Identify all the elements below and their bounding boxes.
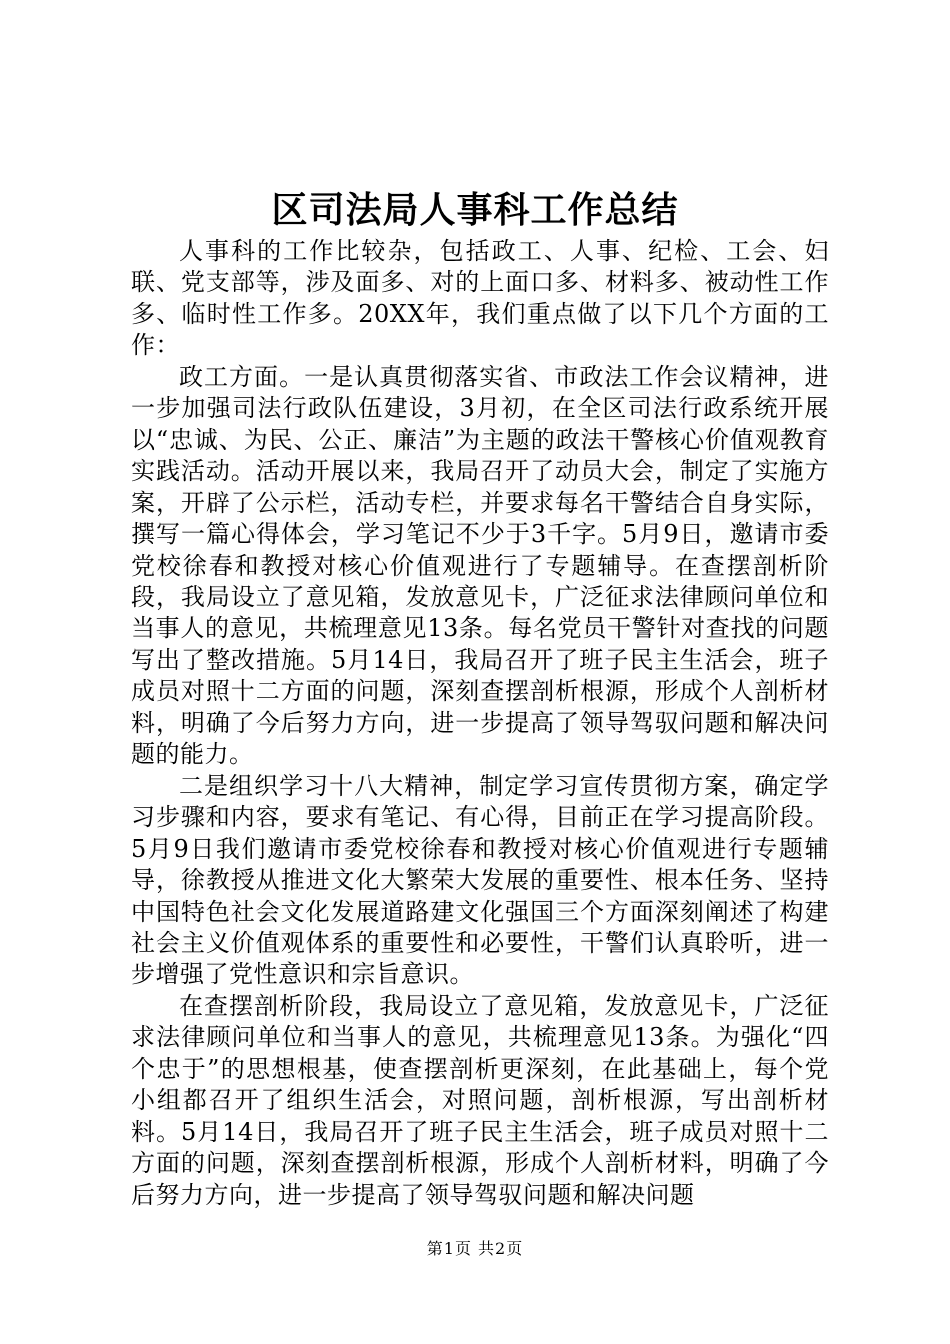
paragraph-intro: 人事科的工作比较杂，包括政工、人事、纪检、工会、妇联、党支部等，涉及面多、对的上面口多、材料多、被动性工作多、临时性工作多。20XX年，我们重点做了以下几个方面的工作： <box>131 237 829 360</box>
paragraph-self-examination: 在查摆剖析阶段，我局设立了意见箱，发放意见卡，广泛征求法律顾问单位和当事人的意见，共梳理意见13条。为强化“四个忠于”的思想根基，使查摆剖析更深刻，在此基础上，每个党小组都召开了组织生活会，对照问题，剖析根源，写出剖析材料。5月14日，我局召开了班子民主生活会，班子成员对照十二方面的问题，深刻查摆剖析根源，形成个人剖析材料，明确了今后努力方向，进一步提高了领导驾驭问题和解决问题 <box>131 991 829 1209</box>
document-title: 区司法局人事科工作总结 <box>271 189 679 231</box>
paragraph-political-work: 政工方面。一是认真贯彻落实省、市政法工作会议精神，进一步加强司法行政队伍建设，3月初，在全区司法行政系统开展以“忠诚、为民、公正、廉洁”为主题的政法干警核心价值观教育实践活动。活动开展以来，我局召开了动员大会，制定了实施方案，开辟了公示栏，活动专栏，并要求每名干警结合自身实际，撰写一篇心得体会，学习笔记不少于3千字。5月9日，邀请市委党校徐春和教授对核心价值观进行了专题辅导。在查摆剖析阶段，我局设立了意见箱，发放意见卡，广泛征求法律顾问单位和当事人的意见，共梳理意见13条。每名党员干警针对查找的问题写出了整改措施。5月14日，我局召开了班子民主生活会，班子成员对照十二方面的问题，深刻查摆剖析根源，形成个人剖析材料，明确了今后努力方向，进一步提高了领导驾驭问题和解决问题的能力。 <box>131 362 829 769</box>
page-footer: 第1页 共2页 <box>426 1239 524 1258</box>
paragraph-study-18th-congress: 二是组织学习十八大精神，制定学习宣传贯彻方案，确定学习步骤和内容，要求有笔记、有心得，目前正在学习提高阶段。5月9日我们邀请市委党校徐春和教授对核心价值观进行专题辅导，徐教授从推进文化大繁荣大发展的重要性、根本任务、坚持中国特色社会文化发展道路建文化强国三个方面深刻阐述了构建社会主义价值观体系的重要性和必要性，干警们认真聆听，进一步增强了党性意识和宗旨意识。 <box>131 771 829 989</box>
document-body <box>131 236 829 1211</box>
